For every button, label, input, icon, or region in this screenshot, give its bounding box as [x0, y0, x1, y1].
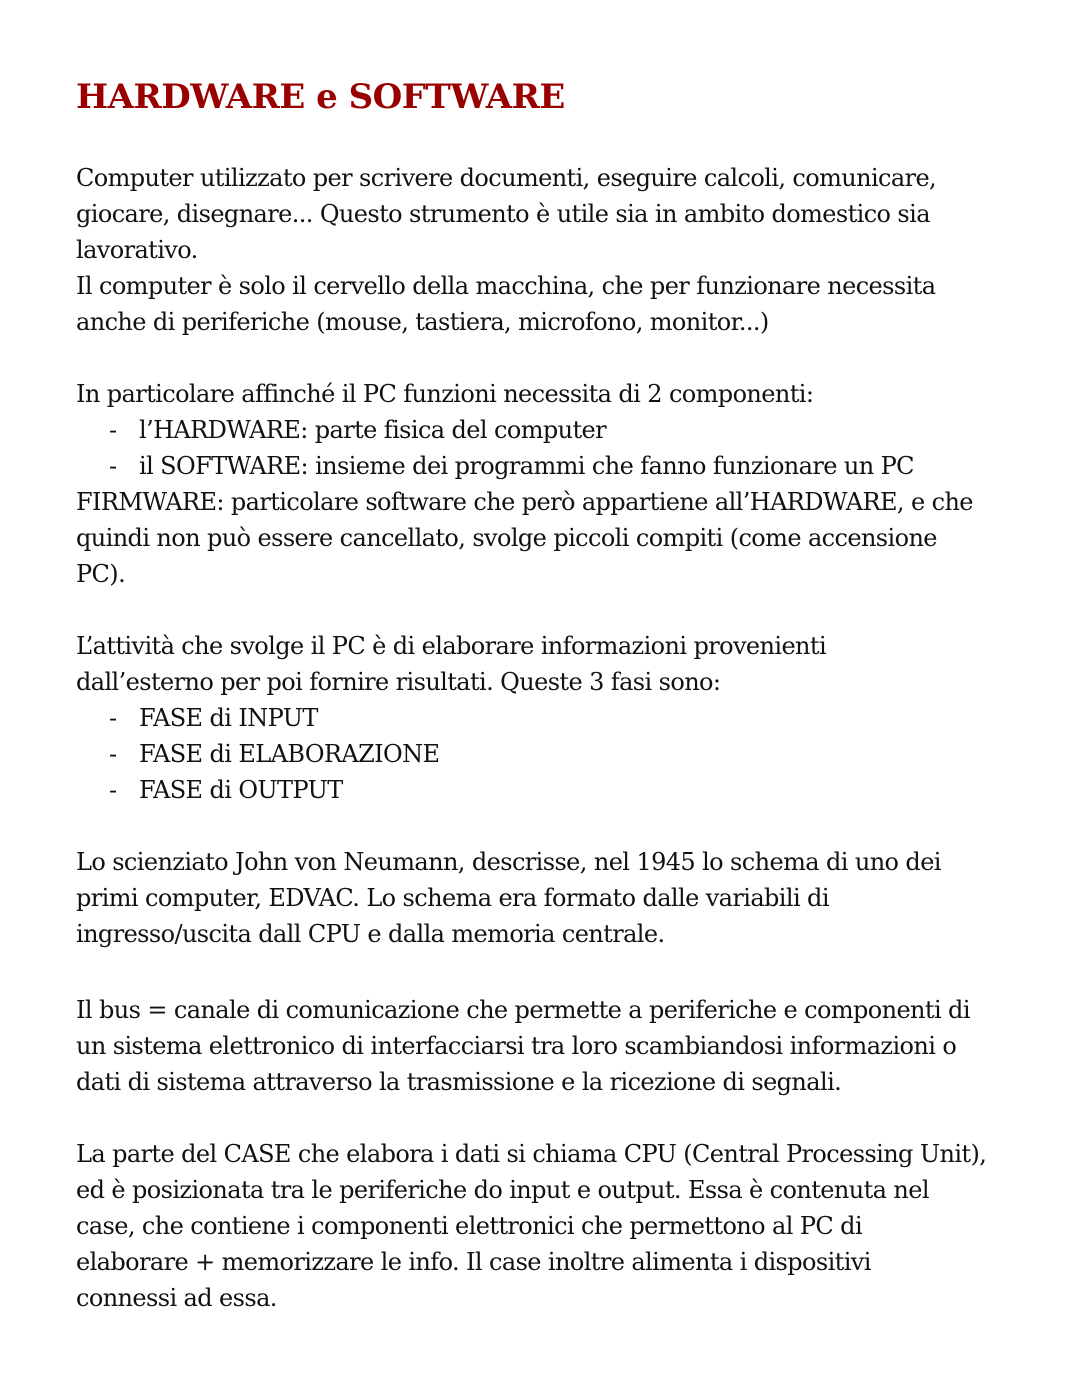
- text-line: quindi non può essere cancellato, svolge piccoli compiti (come accensione: [76, 524, 937, 552]
- text-line: FIRMWARE: particolare software che però appartiene all’HARDWARE, e che: [76, 488, 973, 516]
- spacer: [76, 340, 1016, 376]
- neumann-paragraph: [76, 844, 1016, 952]
- spacer: [76, 952, 1016, 992]
- text-line: anche di periferiche (mouse, tastiera, microfono, monitor...): [76, 308, 769, 336]
- page-title: HARDWARE e SOFTWARE: [76, 77, 565, 117]
- bullet-marker: -: [109, 776, 117, 804]
- spacer: [76, 1100, 1016, 1136]
- text-line: un sistema elettronico di interfacciarsi tra loro scambiandosi informazioni o: [76, 1032, 957, 1060]
- text-line: Il bus = canale di comunicazione che permette a periferiche e componenti di: [76, 996, 970, 1024]
- list-item: [76, 772, 1016, 808]
- document-page: [76, 74, 1016, 1316]
- list-item: [76, 412, 1016, 448]
- spacer: [76, 808, 1016, 844]
- text-line: connessi ad essa.: [76, 1284, 277, 1312]
- text-line: lavorativo.: [76, 236, 198, 264]
- phases-list: [76, 700, 1016, 808]
- bullet-marker: -: [109, 704, 117, 732]
- text-line: dati di sistema attraverso la trasmissione e la ricezione di segnali.: [76, 1068, 842, 1096]
- list-item: [76, 448, 1016, 484]
- text-line: Lo scienziato John von Neumann, descrisse, nel 1945 lo schema di uno dei: [76, 848, 941, 876]
- spacer: [76, 592, 1016, 628]
- text-line: In particolare affinché il PC funzioni necessita di 2 componenti:: [76, 380, 814, 408]
- bullet-marker: -: [109, 740, 117, 768]
- text-line: PC).: [76, 560, 126, 588]
- text-line: Computer utilizzato per scrivere documenti, eseguire calcoli, comunicare,: [76, 164, 937, 192]
- bullet-marker: -: [109, 452, 117, 480]
- list-item-text: FASE di INPUT: [139, 704, 318, 732]
- bullet-marker: -: [109, 416, 117, 444]
- list-item: [76, 700, 1016, 736]
- list-item-text: l’HARDWARE: parte fisica del computer: [139, 416, 606, 444]
- firmware-paragraph: [76, 484, 1016, 592]
- phases-paragraph: [76, 628, 1016, 700]
- list-item: [76, 736, 1016, 772]
- text-line: primi computer, EDVAC. Lo schema era formato dalle variabili di: [76, 884, 829, 912]
- text-line: ed è posizionata tra le periferiche do input e output. Essa è contenuta nel: [76, 1176, 929, 1204]
- intro-paragraph: [76, 160, 1016, 340]
- spacer: [76, 120, 1016, 160]
- text-line: dall’esterno per poi fornire risultati. Queste 3 fasi sono:: [76, 668, 721, 696]
- text-line: giocare, disegnare... Questo strumento è utile sia in ambito domestico sia: [76, 200, 930, 228]
- text-line: ingresso/uscita dall CPU e dalla memoria centrale.: [76, 920, 665, 948]
- text-line: case, che contiene i componenti elettronici che permettono al PC di: [76, 1212, 863, 1240]
- components-list: [76, 412, 1016, 484]
- text-line: Il computer è solo il cervello della macchina, che per funzionare necessita: [76, 272, 936, 300]
- text-line: L’attività che svolge il PC è di elaborare informazioni provenienti: [76, 632, 827, 660]
- list-item-text: il SOFTWARE: insieme dei programmi che fanno funzionare un PC: [139, 452, 914, 480]
- text-line: La parte del CASE che elabora i dati si chiama CPU (Central Processing Unit),: [76, 1140, 987, 1168]
- components-lead: [76, 376, 1016, 412]
- list-item-text: FASE di ELABORAZIONE: [139, 740, 440, 768]
- cpu-paragraph: [76, 1136, 1016, 1316]
- bus-paragraph: [76, 992, 1016, 1100]
- text-line: elaborare + memorizzare le info. Il case inoltre alimenta i dispositivi: [76, 1248, 871, 1276]
- list-item-text: FASE di OUTPUT: [139, 776, 343, 804]
